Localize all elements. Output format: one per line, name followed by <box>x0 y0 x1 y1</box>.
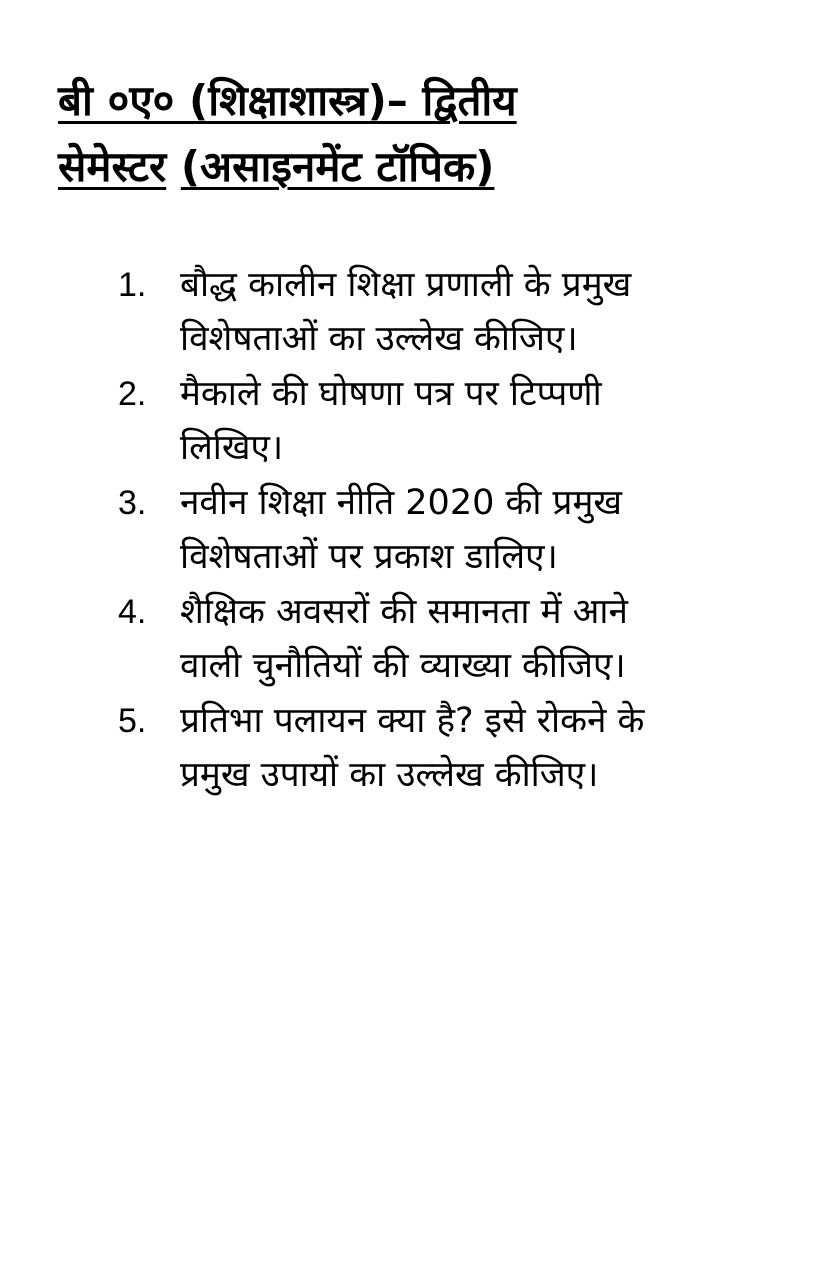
topic-text-line: बौद्ध कालीन शिक्षा प्रणाली के प्रमुख <box>180 265 632 305</box>
topic-text <box>180 258 778 366</box>
topic-text-line: लिखिए। <box>180 428 284 468</box>
topic-item-4 <box>118 585 778 693</box>
topic-text-line: नवीन शिक्षा नीति 2020 की प्रमुख <box>180 483 623 523</box>
topic-number: 4. <box>118 593 147 631</box>
title-line-1 <box>58 68 798 134</box>
topic-item-2 <box>118 367 778 475</box>
topic-number: 3. <box>118 484 147 522</box>
topic-text-line: प्रतिभा पलायन क्या है? इसे रोकने के <box>180 701 645 741</box>
topic-item-5 <box>118 694 778 802</box>
topic-text-line: वाली चुनौतियों की व्याख्या कीजिए। <box>180 646 626 686</box>
topic-text <box>180 694 778 802</box>
topic-number: 2. <box>118 375 147 413</box>
topic-text-line: विशेषताओं का उल्लेख कीजिए। <box>180 319 578 359</box>
topic-text <box>180 585 778 693</box>
topic-text-line: विशेषताओं पर प्रकाश डालिए। <box>180 537 558 577</box>
topic-item-3 <box>118 476 778 584</box>
assignment-topic-list <box>118 258 778 803</box>
topic-text-line: शैक्षिक अवसरों की समानता में आने <box>180 592 628 632</box>
title-line-2-part-1: सेमेस्टर <box>58 142 167 191</box>
title-line-1-text: बी ०ए० (शिक्षाशास्त्र)– द्वितीय <box>58 76 517 125</box>
topic-number: 5. <box>118 702 147 740</box>
topic-number: 1. <box>118 266 147 304</box>
topic-text-line: प्रमुख उपायों का उल्लेख कीजिए। <box>180 755 599 795</box>
title-line-2-part-2: (असाइनमेंट टॉपिक) <box>180 142 495 191</box>
title-line-2 <box>58 134 798 200</box>
topic-text <box>180 367 778 475</box>
topic-item-1 <box>118 258 778 366</box>
topic-text <box>180 476 778 584</box>
document-title <box>58 68 798 200</box>
topic-text-line: मैकाले की घोषणा पत्र पर टिप्पणी <box>180 374 602 414</box>
